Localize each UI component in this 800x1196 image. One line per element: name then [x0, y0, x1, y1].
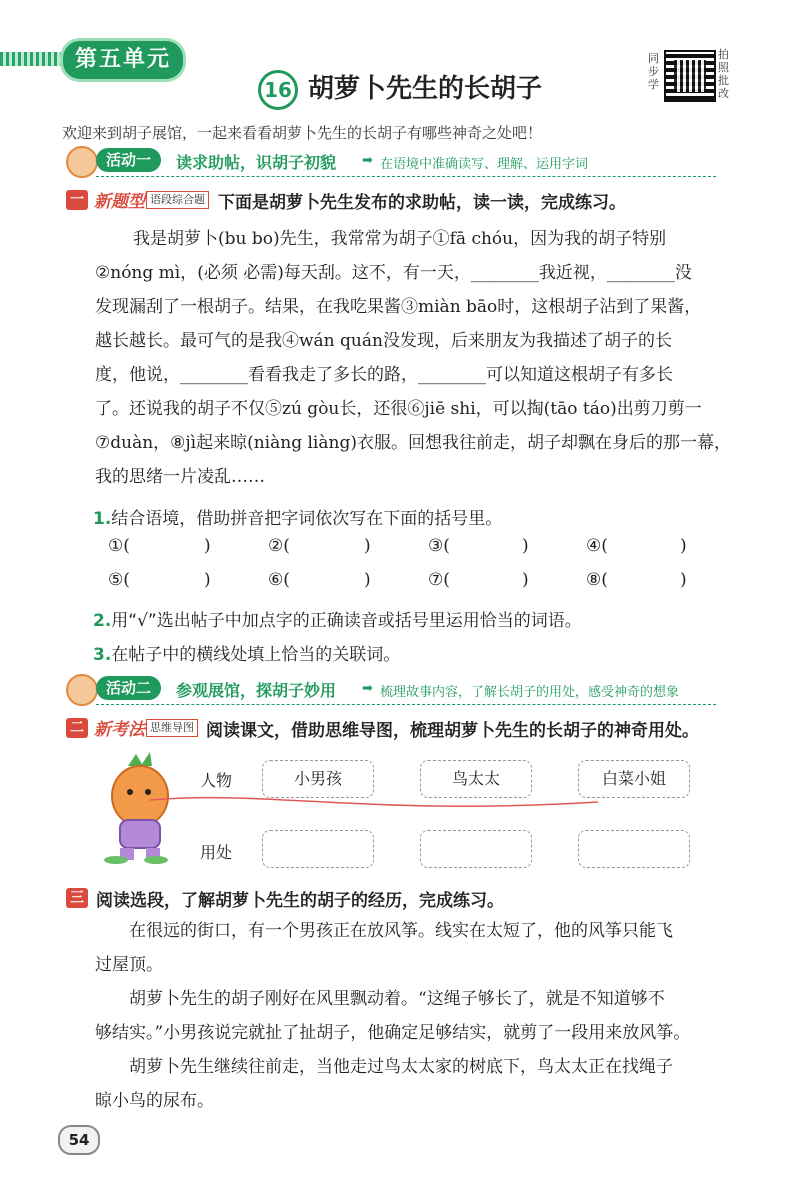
activity1-label: 活动一: [96, 148, 161, 172]
question-text: 结合语境，借助拼音把字词依次写在下面的括号里。: [111, 509, 503, 529]
question-2: [93, 606, 582, 631]
blank-close: ): [364, 536, 371, 556]
blank-open[interactable]: ⑤(: [108, 570, 130, 590]
question-number: 2.: [93, 611, 112, 631]
section3-number: 三: [66, 888, 88, 908]
section3-instruction: 阅读选段，了解胡萝卜先生的胡子的经历，完成练习。: [96, 891, 504, 911]
mindmap-use-box[interactable]: [262, 830, 374, 868]
blank-close: ): [204, 536, 211, 556]
divider: [96, 176, 716, 177]
arrow-right-icon: ➡: [362, 681, 373, 696]
passage3: [95, 914, 755, 1118]
carrot-mascot-icon: [66, 146, 98, 178]
blank-open[interactable]: ③(: [428, 536, 450, 556]
blank-open[interactable]: ⑥(: [268, 570, 290, 590]
section2-instruction: 阅读课文，借助思维导图，梳理胡萝卜先生的长胡子的神奇用处。: [206, 721, 699, 741]
blank-close: ): [680, 570, 687, 590]
qr-label-right: 拍照批改: [718, 48, 729, 100]
activity1-subtitle: 在语境中准确读写、理解、运用字词: [380, 157, 589, 172]
question-number: 1.: [93, 509, 112, 529]
blank-close: ): [680, 536, 687, 556]
mindmap-use-box[interactable]: [420, 830, 532, 868]
passage1-line: 我的思绪一片凌乱……: [95, 467, 265, 487]
question-number: 3.: [93, 645, 112, 665]
passage3-line: 胡萝卜先生继续往前走，当他走过鸟太太家的树底下，鸟太太正在找绳子: [129, 1057, 673, 1077]
mindmap-character-box: 鸟太太: [420, 760, 532, 798]
qr-label-left: 同步学: [648, 52, 659, 91]
blank-close: ): [522, 536, 529, 556]
question-text: 用“√”选出帖子中加点字的正确读音或括号里运用恰当的词语。: [111, 611, 582, 631]
passage1-line: 了。还说我的胡子不仅⑤zú gòu长，还很⑥jiē shi，可以掏(tāo táo)出剪刀剪一: [95, 399, 702, 419]
blank-open[interactable]: ②(: [268, 536, 290, 556]
blank-close: ): [364, 570, 371, 590]
qr-code-icon[interactable]: [664, 50, 716, 102]
question-text: 在帖子中的横线处填上恰当的关联词。: [111, 645, 401, 665]
passage1-line: ⑦duàn，⑧jì起来晾(niàng liàng)衣服。回想我往前走，胡子却飘在身后的那一幕，: [95, 433, 731, 453]
question-1: [93, 504, 502, 529]
section2-tag-new: 新考法: [94, 720, 145, 740]
blank-open[interactable]: ④(: [586, 536, 608, 556]
mindmap-character-box: 白菜小姐: [578, 760, 690, 798]
passage1-line: ②nóng mì，(必须 必需)每天刮。这不，有一天，________我近视，________没: [95, 263, 692, 283]
unit-badge: 第五单元: [60, 38, 186, 82]
blank-open[interactable]: ①(: [108, 536, 130, 556]
lesson-title-text: 胡萝卜先生的长胡子: [307, 74, 542, 104]
page-number: 54: [58, 1125, 100, 1155]
arrow-right-icon: ➡: [362, 153, 373, 168]
passage3-line: 晾小鸟的尿布。: [95, 1091, 214, 1111]
section2-number: 二: [66, 718, 88, 738]
blank-close: ): [522, 570, 529, 590]
activity2-subtitle: 梳理故事内容，了解长胡子的用处，感受神奇的想象: [380, 685, 680, 700]
section2-tag-box: 思维导图: [146, 719, 198, 737]
lesson-number: 16: [258, 70, 298, 110]
blank-open[interactable]: ⑧(: [586, 570, 608, 590]
passage1: [95, 222, 755, 494]
mindmap-row1-label: 人物: [200, 771, 233, 790]
passage3-line: 在很远的街口，有一个男孩正在放风筝。线实在太短了，他的风筝只能飞: [129, 921, 673, 941]
passage1-line: 发现漏刮了一根胡子。结果，在我吃果酱③miàn bāo时，这根胡子沾到了果酱，: [95, 297, 702, 317]
activity2-label: 活动二: [96, 676, 161, 700]
unit-banner-stripe: [0, 52, 66, 66]
section1-tag-box: 语段综合题: [146, 191, 209, 209]
section1-number: 一: [66, 190, 88, 210]
mindmap-row2-label: 用处: [200, 843, 233, 862]
mindmap-use-box[interactable]: [578, 830, 690, 868]
blank-close: ): [204, 570, 211, 590]
passage1-line: 我是胡萝卜(bu bo)先生，我常常为胡子①fā chóu，因为我的胡子特别: [133, 229, 667, 249]
passage3-line: 够结实。”小男孩说完就扯了扯胡子，他确定足够结实，就剪了一段用来放风筝。: [95, 1023, 691, 1043]
mindmap-character-box: 小男孩: [262, 760, 374, 798]
section1-tag-new: 新题型: [94, 192, 145, 212]
passage3-line: 过屋顶。: [95, 955, 163, 975]
activity1-title: 读求助帖，识胡子初貌: [176, 153, 337, 172]
intro-text: 欢迎来到胡子展馆，一起来看看胡萝卜先生的长胡子有哪些神奇之处吧！: [62, 124, 543, 142]
carrot-mascot-icon: [66, 674, 98, 706]
blank-open[interactable]: ⑦(: [428, 570, 450, 590]
activity2-title: 参观展馆，探胡子妙用: [176, 681, 337, 700]
section1-instruction: 下面是胡萝卜先生发布的求助帖，读一读，完成练习。: [218, 193, 626, 213]
question-3: [93, 640, 400, 665]
passage3-line: 胡萝卜先生的胡子刚好在风里飘动着。“这绳子够长了，就是不知道够不: [129, 989, 665, 1009]
passage1-line: 越长越长。最可气的是我④wán quán没发现，后来朋友为我描述了胡子的长: [95, 331, 672, 351]
divider: [96, 704, 716, 705]
passage1-line: 度，他说，________看看我走了多长的路，________可以知道这根胡子有多长: [95, 365, 673, 385]
